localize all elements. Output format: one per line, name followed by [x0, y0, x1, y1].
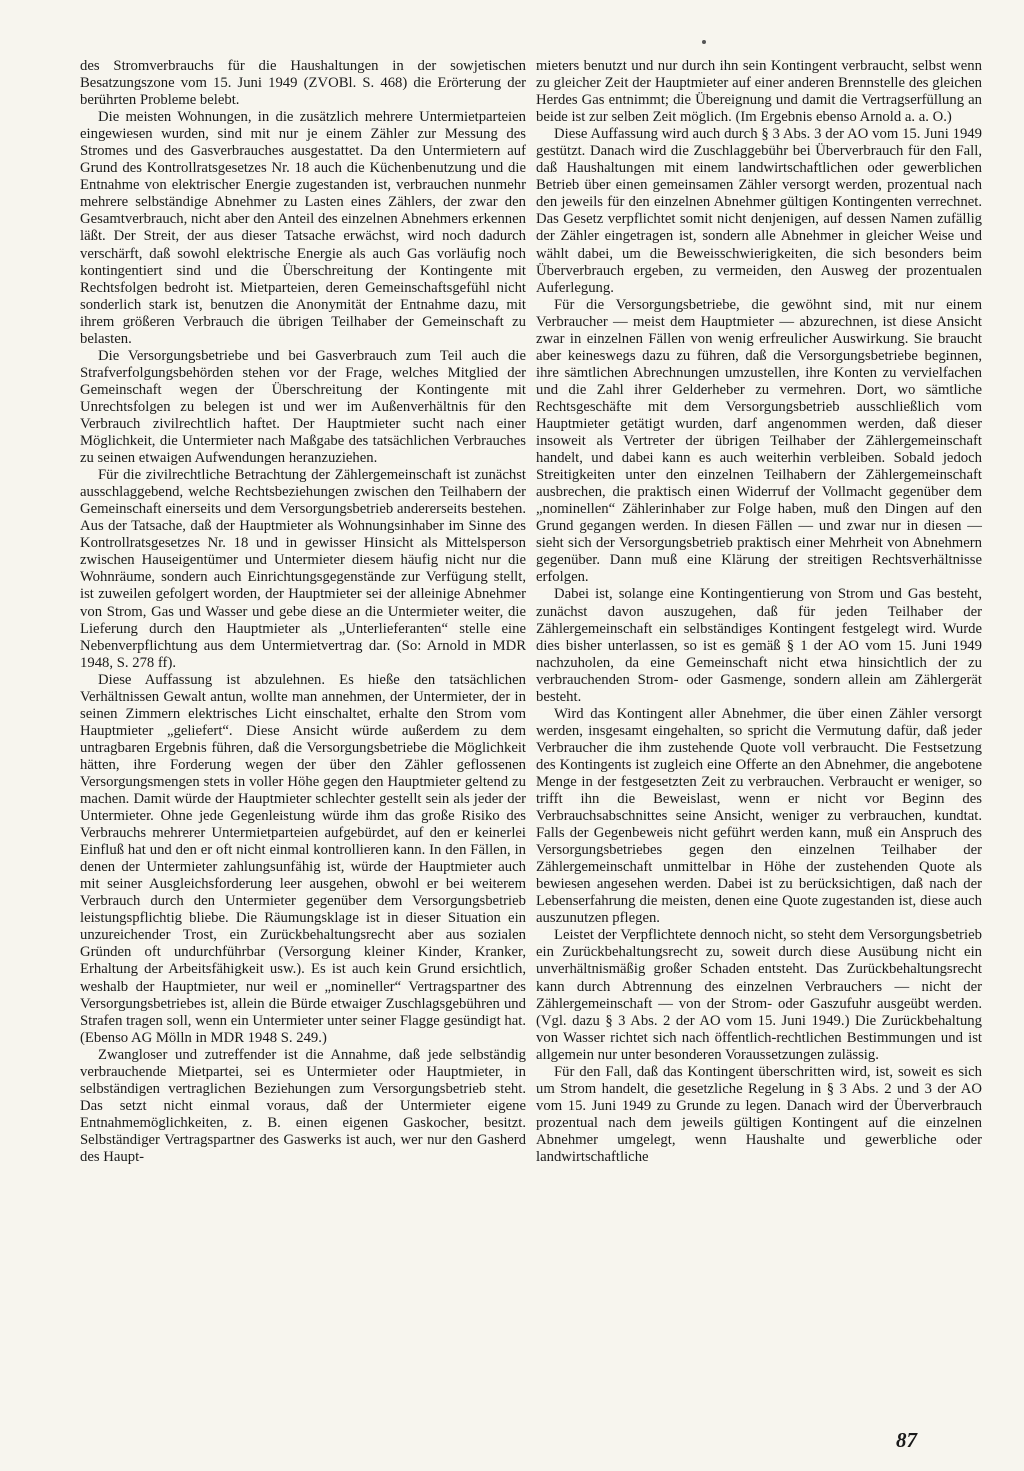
paragraph: Die Versorgungsbetriebe und bei Gasverbrauch zum Teil auch die Strafverfolgungsbehörden stehen vor der Frage, welches Mitglied der Gemeinschaft wegen der Überschreitung der Kontingente mit Unrechtsfolgen zu belegen ist und wer im Außenverhältnis für den Verbrauch zivilrechtlich haftet. Der Hauptmieter sucht nach einer Möglichkeit, die Untermieter nach Maßgabe des tatsächlichen Verbrauches zu seinen etwaigen Aufwendungen heranzuziehen. [80, 347, 526, 467]
ink-speck [702, 40, 706, 44]
paragraph: Diese Auffassung wird auch durch § 3 Abs. 3 der AO vom 15. Juni 1949 gestützt. Danach wird die Zuschlaggebühr bei Überverbrauch für den Fall, daß Haushaltungen mit einem landwirtschaftlichen oder gewerblichen Betrieb über einen gemeinsamen Zähler versorgt werden, prozentual nach den jeweils für den einzelnen Abnehmer gültigen Kontingenten verrechnet. Das Gesetz verpflichtet somit nicht denjenigen, auf dessen Namen zufällig der Zähler eingetragen ist, sondern alle Abnehmer in gleicher Weise und wählt dabei, um die Beweisschwierigkeiten, die sich besonders beim Überverbrauch ergeben, zu vermeiden, den Ausweg der prozentualen Auferlegung. [536, 126, 982, 296]
paragraph: Diese Auffassung ist abzulehnen. Es hieße den tatsächlichen Verhältnissen Gewalt antun, wollte man annehmen, der Untermieter, der in seinen Zimmern elektrisches Licht einschaltet, erhalte den Strom vom Hauptmieter „geliefert“. Diese Ansicht würde außerdem zu dem untragbaren Ergebnis führen, daß die Versorgungsbetriebe die Möglichkeit hätten, ihre Forderung wegen der über den Zähler geflossenen Versorgungsmengen stets in voller Höhe gegen den Hauptmieter geltend zu machen. Damit würde der Hauptmieter schlechter gestellt sein als jeder der Untermieter. Ohne jede Gegenleistung würde ihm das große Risiko des Verbrauchs mehrerer Untermietparteien aufgebürdet, auf den er keinerlei Einfluß hat und den er oft nicht einmal kontrollieren kann. In den Fällen, in denen der Untermieter zahlungsunfähig ist, würde der Hauptmieter auch mit seiner Ausgleichsforderung leer ausgehen, obwohl er bei weiterem Verbrauch durch den Untermieter gegenüber dem Versorgungsbetrieb leistungspflichtig bliebe. Die Räumungsklage ist in dieser Situation ein unzureichender Trost, ein Zurückbehaltungsrecht aber aus sozialen Gründen oft undurchführbar (Versorgung kleiner Kinder, Kranker, Erhaltung der Arbeitsfähigkeit usw.). Es ist auch kein Grund ersichtlich, weshalb der Hauptmieter, nur weil er „nomineller“ Vertragspartner des Versorgungsbetriebes ist, allein die Bürde etwaiger Zuschlagsgebühren und Strafen tragen soll, wenn ein Untermieter unter seiner Flagge gesündigt hat. (Ebenso AG Mölln in MDR 1948 S. 249.) [80, 671, 526, 1046]
paragraph: Leistet der Verpflichtete dennoch nicht, so steht dem Versorgungsbetrieb ein Zurückbehaltungsrecht zu, soweit durch diese Ausübung nicht ein unverhältnismäßig großer Schaden entsteht. Das Zurückbehaltungsrecht kann durch Abtrennung des einzelnen Verbrauchers — nicht der Zählergemeinschaft — von der Strom- oder Gaszufuhr ausgeübt werden. (Vgl. dazu § 3 Abs. 2 der AO vom 15. Juni 1949.) Die Zurückbehaltung von Wasser richtet sich nach öffentlich-rechtlichen Bestimmungen und ist allgemein nur unter besonderen Voraussetzungen zulässig. [536, 927, 982, 1063]
paragraph: des Stromverbrauchs für die Haushaltungen in der sowjetischen Besatzungszone vom 15. Juni 1949 (ZVOBl. S. 468) die Erörterung der berührten Probleme belebt. [80, 58, 526, 109]
left-column [80, 58, 526, 1166]
paragraph: Zwangloser und zutreffender ist die Annahme, daß jede selbständig verbrauchende Mietpartei, sei es Untermieter oder Hauptmieter, in selbständigen vertraglichen Beziehungen zum Versorgungsbetrieb steht. Das setzt nicht einmal voraus, daß der Untermieter eigene Entnahmemöglichkeiten, z. B. einen eigenen Gaskocher, besitzt. Selbständiger Vertragspartner des Gaswerks ist auch, wer nur den Gasherd des Haupt- [80, 1046, 526, 1165]
paragraph: Für die Versorgungsbetriebe, die gewöhnt sind, mit nur einem Verbraucher — meist dem Hauptmieter — abzurechnen, ist diese Ansicht zwar in einzelnen Fällen von wenig erfreulicher Auswirkung. Sie braucht aber keineswegs dazu zu führen, daß die Versorgungsbetriebe beginnen, ihre sämtlichen Abrechnungen umzustellen, ihre Konten zu vervielfachen und die Zahl ihrer Gelderheber zu vermehren. Dort, wo sämtliche Rechtsgeschäfte mit dem Versorgungsbetrieb ausschließlich vom Hauptmieter getätigt wurden, darf angenommen werden, daß dieser insoweit als Vertreter der übrigen Teilhaber der Zählergemeinschaft handelt, und dabei kann es auch weiterhin verbleiben. Sobald jedoch Streitigkeiten unter den einzelnen Teilhabern der Zählergemeinschaft ausbrechen, die praktisch einen Widerruf der Vollmacht gegenüber dem „nominellen“ Zählerinhaber zur Folge haben, muß den Dingen auf den Grund gegangen werden. In diesen Fällen — und zwar nur in diesen — sieht sich der Versorgungsbetrieb praktisch einer Mehrheit von Abnehmern gegenüber. Dann muß eine Klärung der streitigen Rechtsverhältnisse erfolgen. [536, 296, 982, 586]
paragraph: Die meisten Wohnungen, in die zusätzlich mehrere Untermietparteien eingewiesen wurden, sind mit nur je einem Zähler zur Messung des Stromes und des Gasverbrauches ausgestattet. Da den Untermietern auf Grund des Kontrollratsgesetzes Nr. 18 auch die Küchenbenutzung und die Entnahme von elektrischer Energie zugestanden ist, verbrauchen nunmehr mehrere selbständige Abnehmer zu Lasten eines Zählers, der zwar den Gesamtverbrauch, nicht aber den Anteil des einzelnen Abnehmers erkennen läßt. Der Streit, der aus dieser Tatsache erwächst, wird noch dadurch verschärft, daß sowohl elektrische Energie als auch Gas vorläufig noch kontingentiert sind und die Überschreitung der Kontingente mit Rechtsfolgen bedroht ist. Mietparteien, deren Gemeinschaftsgefühl nicht sonderlich stark ist, benutzen die Anonymität der Entnahme dazu, mit ihrem größeren Verbrauch die übrigen Teilhaber der Gemeinschaft zu belasten. [80, 109, 526, 347]
paragraph: Wird das Kontingent aller Abnehmer, die über einen Zähler versorgt werden, insgesamt eingehalten, so spricht die Vermutung dafür, daß jeder Verbraucher die ihm zustehende Quote voll verbraucht. Die Festsetzung des Kontingents ist zugleich eine Offerte an den Abnehmer, die angebotene Menge in der festgesetzten Zeit zu verbrauchen. Verbraucht er weniger, so trifft ihn die Beweislast, wenn er nicht vor Beginn des Verbrauchsabschnittes seine Ansicht, weniger zu verbrauchen, kundtat. Falls der Gegenbeweis nicht geführt werden kann, muß ein Anspruch des Versorgungsbetriebes gegen den einzelnen Teilhaber der Zählergemeinschaft unmittelbar in Höhe der zustehenden Quote als bewiesen angesehen werden. Dabei ist zu berücksichtigen, daß nach der Lebenserfahrung die meisten, denen eine Quote zugestanden ist, diese auch auszunutzen pflegen. [536, 705, 982, 927]
paragraph: mieters benutzt und nur durch ihn sein Kontingent verbraucht, selbst wenn zu gleicher Zeit der Hauptmieter auf einer anderen Brennstelle des gleichen Herdes Gas entnimmt; die Übereignung und damit die Vertragserfüllung an beide ist zur selben Zeit möglich. (Im Ergebnis ebenso Arnold a. a. O.) [536, 58, 982, 126]
paragraph: Dabei ist, solange eine Kontingentierung von Strom und Gas besteht, zunächst davon auszugehen, daß für jeden Teilhaber der Zählergemeinschaft ein selbständiges Kontingent festgelegt wird. Wurde dies bisher unterlassen, so ist es gemäß § 1 der AO vom 15. Juni 1949 nachzuholen, da eine Gemeinschaft nicht etwa hinsichtlich der zu verbrauchenden Strom- oder Gasmenge, sondern allein am Zählergerät besteht. [536, 586, 982, 705]
right-column [536, 58, 982, 1166]
paragraph: Für den Fall, daß das Kontingent überschritten wird, ist, soweit es sich um Strom handelt, die gesetzliche Regelung in § 3 Abs. 2 und 3 der AO vom 15. Juni 1949 zu Grunde zu legen. Danach wird der Überverbrauch prozentual nach dem jeweils gültigen Kontingent auf die einzelnen Abnehmer umgelegt, wenn Haushalte und gewerbliche oder landwirtschaftliche [536, 1063, 982, 1165]
paragraph: Für die zivilrechtliche Betrachtung der Zählergemeinschaft ist zunächst ausschlaggebend, welche Rechtsbeziehungen zwischen den Teilhabern der Gemeinschaft einerseits und dem Versorgungsbetrieb andererseits bestehen. Aus der Tatsache, daß der Hauptmieter als Wohnungsinhaber im Sinne des Kontrollratsgesetzes Nr. 18 und in gewisser Hinsicht als Mittelsperson zwischen Hauseigentümer und Untermieter diesem häufig nicht nur die Wohnräume, sondern auch Einrichtungsgegenstände zur Verfügung stellt, ist zuweilen gefolgert worden, der Hauptmieter sei der alleinige Abnehmer von Strom, Gas und Wasser und gebe diese an die Untermieter weiter, die Lieferung durch den Hauptmieter als „Unterlieferanten“ stelle eine Nebenverpflichtung aus dem Untermietvertrag dar. (So: Arnold in MDR 1948, S. 278 ff). [80, 467, 526, 671]
page-number: 87 [896, 1428, 917, 1452]
